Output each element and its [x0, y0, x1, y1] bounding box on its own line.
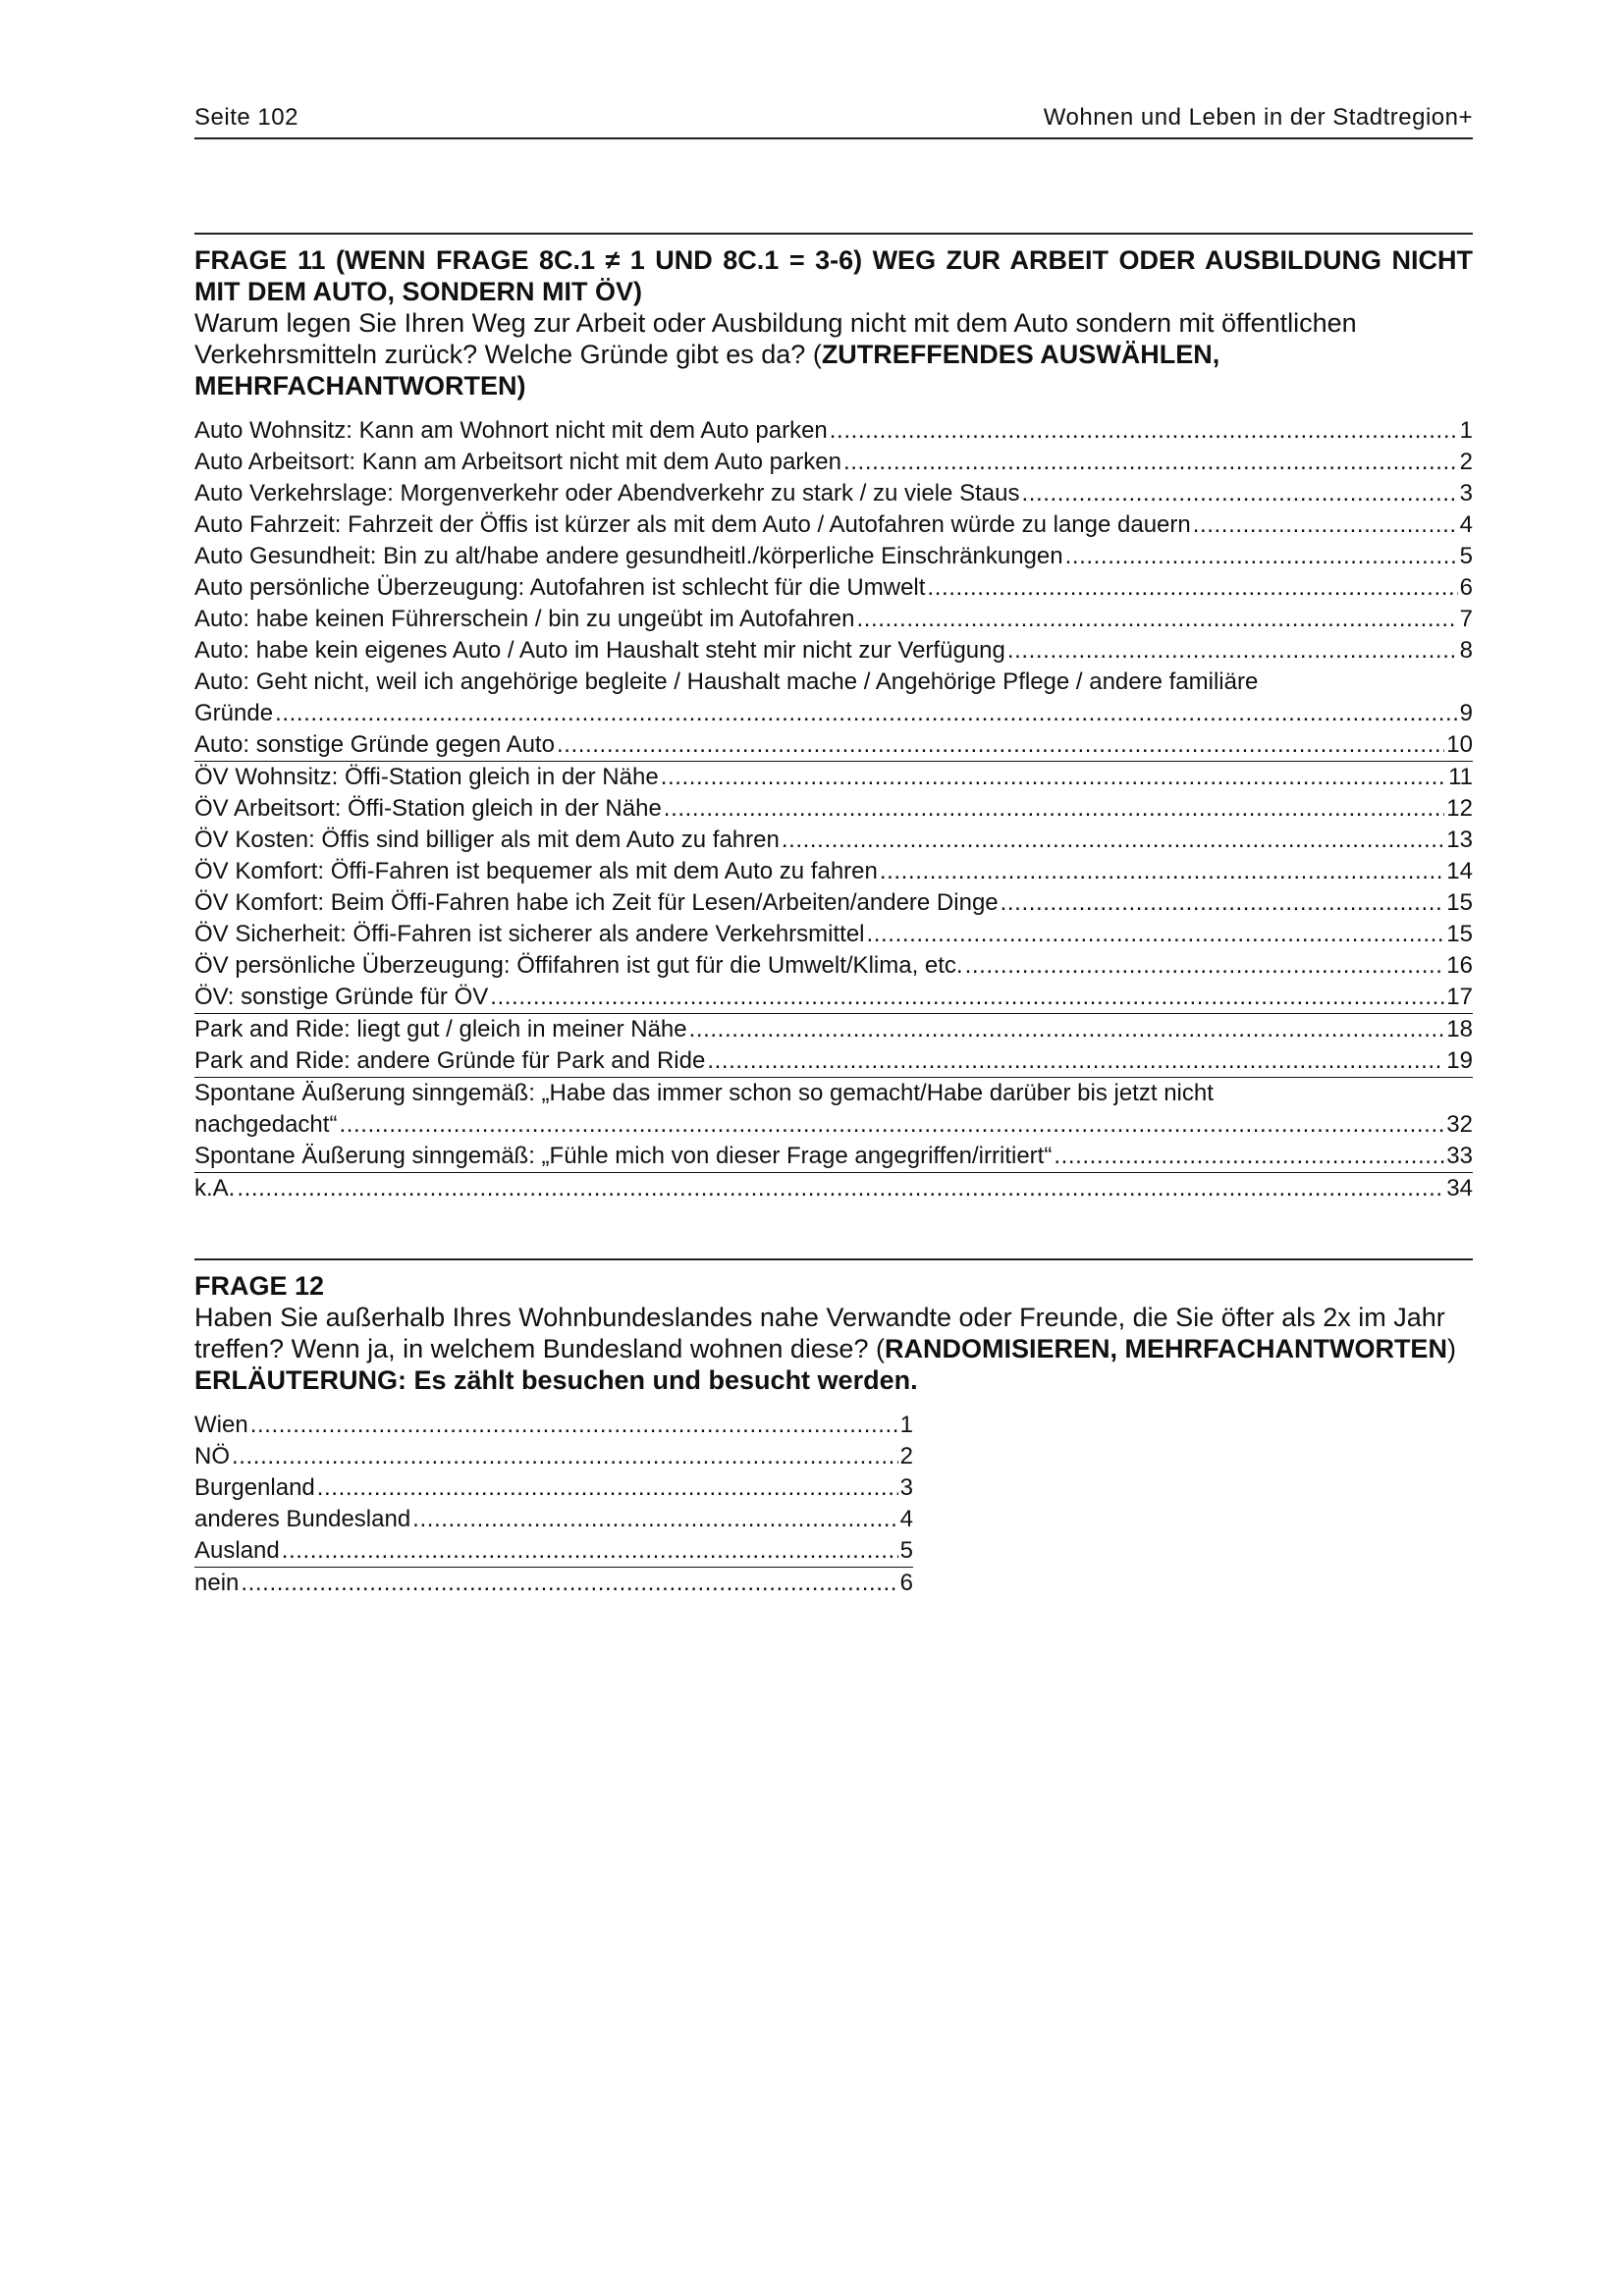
document-title: Wohnen und Leben in der Stadtregion+ — [1043, 104, 1473, 131]
page-header — [194, 104, 1473, 139]
answer-option[interactable]: ÖV persönliche Überzeugung: Öffifahren ist gut für die Umwelt/Klima, etc. ..... 16 — [194, 950, 1473, 982]
answer-option-line: Spontane Äußerung sinngemäß: „Habe das immer schon so gemacht/Habe darüber bis jetzt nicht — [194, 1080, 1214, 1106]
answer-option[interactable]: Park and Ride: liegt gut / gleich in meiner Nähe ..... 18 — [194, 1014, 1473, 1045]
answer-option[interactable]: Burgenland ..... 3 — [194, 1472, 913, 1504]
answer-option[interactable]: ÖV Kosten: Öffis sind billiger als mit dem Auto zu fahren ..... 13 — [194, 825, 1473, 856]
answer-option[interactable]: Spontane Äußerung sinngemäß: „Fühle mich von dieser Frage angegriffen/irritiert“ ..... 33 — [194, 1141, 1473, 1173]
answer-option[interactable]: NÖ ..... 2 — [194, 1441, 913, 1472]
question-11-text: Warum legen Sie Ihren Weg zur Arbeit oder Ausbildung nicht mit dem Auto sondern mit öffentlichen Verkehrsmitteln zurück? Welche Gründe gibt es da? (ZUTREFFENDES AUSWÄHLEN, MEHRFACHANTWORTEN) — [194, 308, 1357, 400]
question-12 — [194, 1258, 1473, 1599]
answer-option[interactable]: ÖV Komfort: Beim Öffi-Fahren habe ich Zeit für Lesen/Arbeiten/andere Dinge ..... 15 — [194, 887, 1473, 919]
question-12-explanation: ERLÄUTERUNG: Es zählt besuchen und besucht werden. — [194, 1365, 918, 1395]
answer-option-multiline[interactable]: Auto: Geht nicht, weil ich angehörige begleite / Haushalt mache / Angehörige Pflege / andere familiäre Gründe ..... 9 — [194, 667, 1473, 729]
answer-option[interactable]: nein ..... 6 — [194, 1568, 913, 1599]
answer-option[interactable]: Auto: habe kein eigenes Auto / Auto im Haushalt steht mir nicht zur Verfügung ..... 8 — [194, 635, 1473, 667]
answer-option[interactable]: ÖV Sicherheit: Öffi-Fahren ist sicherer als andere Verkehrsmittel ..... 15 — [194, 919, 1473, 950]
question-12-options — [194, 1410, 913, 1599]
answer-option[interactable]: Auto Gesundheit: Bin zu alt/habe andere gesundheitl./körperliche Einschränkungen ..... 5 — [194, 541, 1473, 572]
answer-option[interactable]: k.A. ..... 34 — [194, 1173, 1473, 1204]
answer-option-multiline[interactable]: Spontane Äußerung sinngemäß: „Habe das immer schon so gemacht/Habe darüber bis jetzt nicht nachgedacht“ ..... 32 — [194, 1078, 1473, 1141]
page-number: Seite 102 — [194, 104, 298, 131]
answer-option[interactable]: ÖV Komfort: Öffi-Fahren ist bequemer als mit dem Auto zu fahren ..... 14 — [194, 856, 1473, 887]
answer-option[interactable]: Ausland ..... 5 — [194, 1535, 913, 1568]
answer-option[interactable]: Wien ..... 1 — [194, 1410, 913, 1441]
question-11-title: FRAGE 11 (WENN FRAGE 8C.1 ≠ 1 UND 8C.1 = 3-6) WEG ZUR ARBEIT ODER AUSBILDUNG NICHT MIT DEM AUTO, SONDERN MIT ÖV) — [194, 245, 1473, 306]
question-12-title: FRAGE 12 — [194, 1271, 325, 1301]
answer-option[interactable]: Auto Arbeitsort: Kann am Arbeitsort nicht mit dem Auto parken ..... 2 — [194, 447, 1473, 478]
answer-option[interactable]: Auto Verkehrslage: Morgenverkehr oder Abendverkehr zu stark / zu viele Staus ..... 3 — [194, 478, 1473, 509]
question-12-text: Haben Sie außerhalb Ihres Wohnbundeslandes nahe Verwandte oder Freunde, die Sie öfter als 2x im Jahr treffen? Wenn ja, in welchem Bundesland wohnen diese? (RANDOMISIEREN, MEHRFACHANTWORTEN) — [194, 1303, 1456, 1363]
question-11 — [194, 233, 1473, 1204]
answer-option[interactable]: ÖV Wohnsitz: Öffi-Station gleich in der Nähe ..... 11 — [194, 762, 1473, 793]
answer-option[interactable]: Park and Ride: andere Gründe für Park and Ride ..... 19 — [194, 1045, 1473, 1078]
answer-option[interactable]: Auto: habe keinen Führerschein / bin zu ungeübt im Autofahren ..... 7 — [194, 604, 1473, 635]
answer-option[interactable]: Auto: sonstige Gründe gegen Auto ..... 10 — [194, 729, 1473, 762]
answer-option[interactable]: anderes Bundesland ..... 4 — [194, 1504, 913, 1535]
question-11-options — [194, 415, 1473, 1204]
answer-option[interactable]: ÖV Arbeitsort: Öffi-Station gleich in der Nähe ..... 12 — [194, 793, 1473, 825]
answer-option[interactable]: Auto Fahrzeit: Fahrzeit der Öffis ist kürzer als mit dem Auto / Autofahren würde zu lange dauern ..... 4 — [194, 509, 1473, 541]
answer-option-line: Auto: Geht nicht, weil ich angehörige begleite / Haushalt mache / Angehörige Pflege / andere familiäre — [194, 668, 1259, 695]
answer-option[interactable]: Auto persönliche Überzeugung: Autofahren ist schlecht für die Umwelt ..... 6 — [194, 572, 1473, 604]
answer-option[interactable]: Auto Wohnsitz: Kann am Wohnort nicht mit dem Auto parken ..... 1 — [194, 415, 1473, 447]
answer-option[interactable]: ÖV: sonstige Gründe für ÖV ..... 17 — [194, 982, 1473, 1014]
